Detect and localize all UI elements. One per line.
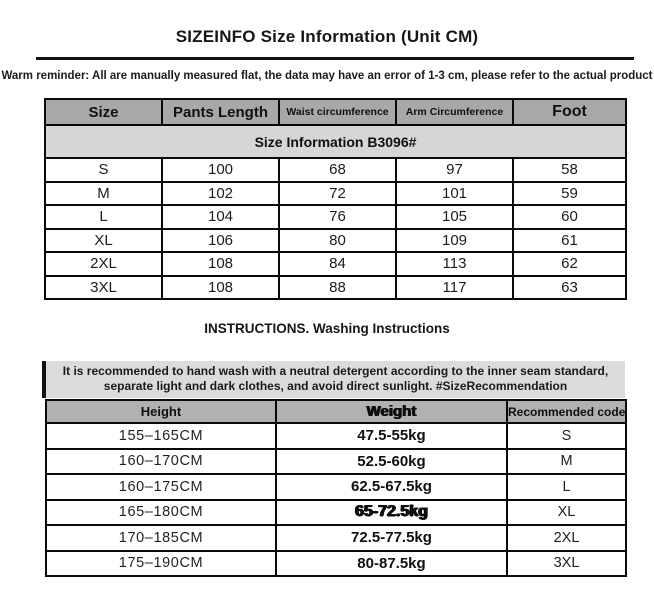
table-row (46, 423, 626, 449)
recommend-table (45, 399, 627, 577)
table-cell: 72.5-77.5kg (276, 525, 507, 551)
table-cell: XL (507, 500, 626, 526)
table-row (45, 252, 626, 276)
size-table-header-row (45, 99, 626, 125)
table-cell: S (45, 158, 162, 182)
table-cell: 80-87.5kg (276, 551, 507, 577)
col-header-foot: Foot (513, 99, 626, 125)
instructions-heading: INSTRUCTIONS. Washing Instructions (204, 321, 450, 336)
table-cell: 68 (279, 158, 396, 182)
table-cell: 106 (162, 229, 279, 253)
table-cell: M (507, 449, 626, 475)
page-title: SIZEINFO Size Information (Unit CM) (175, 27, 479, 46)
table-row (45, 182, 626, 206)
col-header-arm: Arm Circumference (396, 99, 513, 125)
col-header-weight: Weight (276, 400, 507, 423)
table-cell: 108 (162, 252, 279, 276)
table-cell: 155–165CM (46, 423, 276, 449)
col-header-height: Height (46, 400, 276, 423)
warm-reminder-text: Warm reminder: All are manually measured flat, the data may have an error of 1-3 cm, please refer to the actual product (1, 70, 653, 82)
table-cell: 108 (162, 276, 279, 300)
col-header-pants-length: Pants Length (162, 99, 279, 125)
table-cell: 3XL (45, 276, 162, 300)
table-cell: S (507, 423, 626, 449)
table-row (45, 276, 626, 300)
table-row (45, 229, 626, 253)
table-cell: 109 (396, 229, 513, 253)
table-cell: M (45, 182, 162, 206)
table-row (45, 205, 626, 229)
table-cell: 59 (513, 182, 626, 206)
table-cell: 62 (513, 252, 626, 276)
instructions-body: It is recommended to hand wash with a neutral detergent according to the inner seam standard, separate light and dark clothes, and avoid direct sunlight. #SizeRecommendation (62, 364, 609, 393)
table-cell: 76 (279, 205, 396, 229)
table-row (46, 551, 626, 577)
table-cell: 88 (279, 276, 396, 300)
table-cell: 160–170CM (46, 449, 276, 475)
table-cell: 52.5-60kg (276, 449, 507, 475)
table-cell: 97 (396, 158, 513, 182)
table-row (46, 474, 626, 500)
table-cell: 2XL (507, 525, 626, 551)
col-header-recommended-code: Recommended code (507, 400, 626, 423)
table-row (46, 449, 626, 475)
recommend-table-header-row (46, 400, 626, 423)
table-cell: 80 (279, 229, 396, 253)
instructions-box (42, 361, 625, 398)
size-table (44, 98, 627, 300)
table-cell: 63 (513, 276, 626, 300)
table-cell: L (507, 474, 626, 500)
table-cell: 160–175CM (46, 474, 276, 500)
table-cell: 60 (513, 205, 626, 229)
table-cell: 58 (513, 158, 626, 182)
table-cell: 65-72.5kg (276, 500, 507, 526)
table-cell: 170–185CM (46, 525, 276, 551)
table-cell: 2XL (45, 252, 162, 276)
table-cell: 100 (162, 158, 279, 182)
size-table-title: Size Information B3096# (45, 125, 626, 158)
table-row (46, 525, 626, 551)
table-row (45, 158, 626, 182)
col-header-size: Size (45, 99, 162, 125)
table-cell: 113 (396, 252, 513, 276)
table-cell: 47.5-55kg (276, 423, 507, 449)
table-cell: L (45, 205, 162, 229)
table-cell: 105 (396, 205, 513, 229)
table-cell: 62.5-67.5kg (276, 474, 507, 500)
table-cell: 61 (513, 229, 626, 253)
col-header-waist: Waist circumference (279, 99, 396, 125)
table-cell: 101 (396, 182, 513, 206)
table-cell: 104 (162, 205, 279, 229)
divider-line (36, 57, 634, 60)
table-cell: 102 (162, 182, 279, 206)
table-cell: 175–190CM (46, 551, 276, 577)
size-table-title-row (45, 125, 626, 158)
table-cell: 72 (279, 182, 396, 206)
table-cell: 3XL (507, 551, 626, 577)
table-row (46, 500, 626, 526)
table-cell: XL (45, 229, 162, 253)
table-cell: 117 (396, 276, 513, 300)
table-cell: 84 (279, 252, 396, 276)
table-cell: 165–180CM (46, 500, 276, 526)
